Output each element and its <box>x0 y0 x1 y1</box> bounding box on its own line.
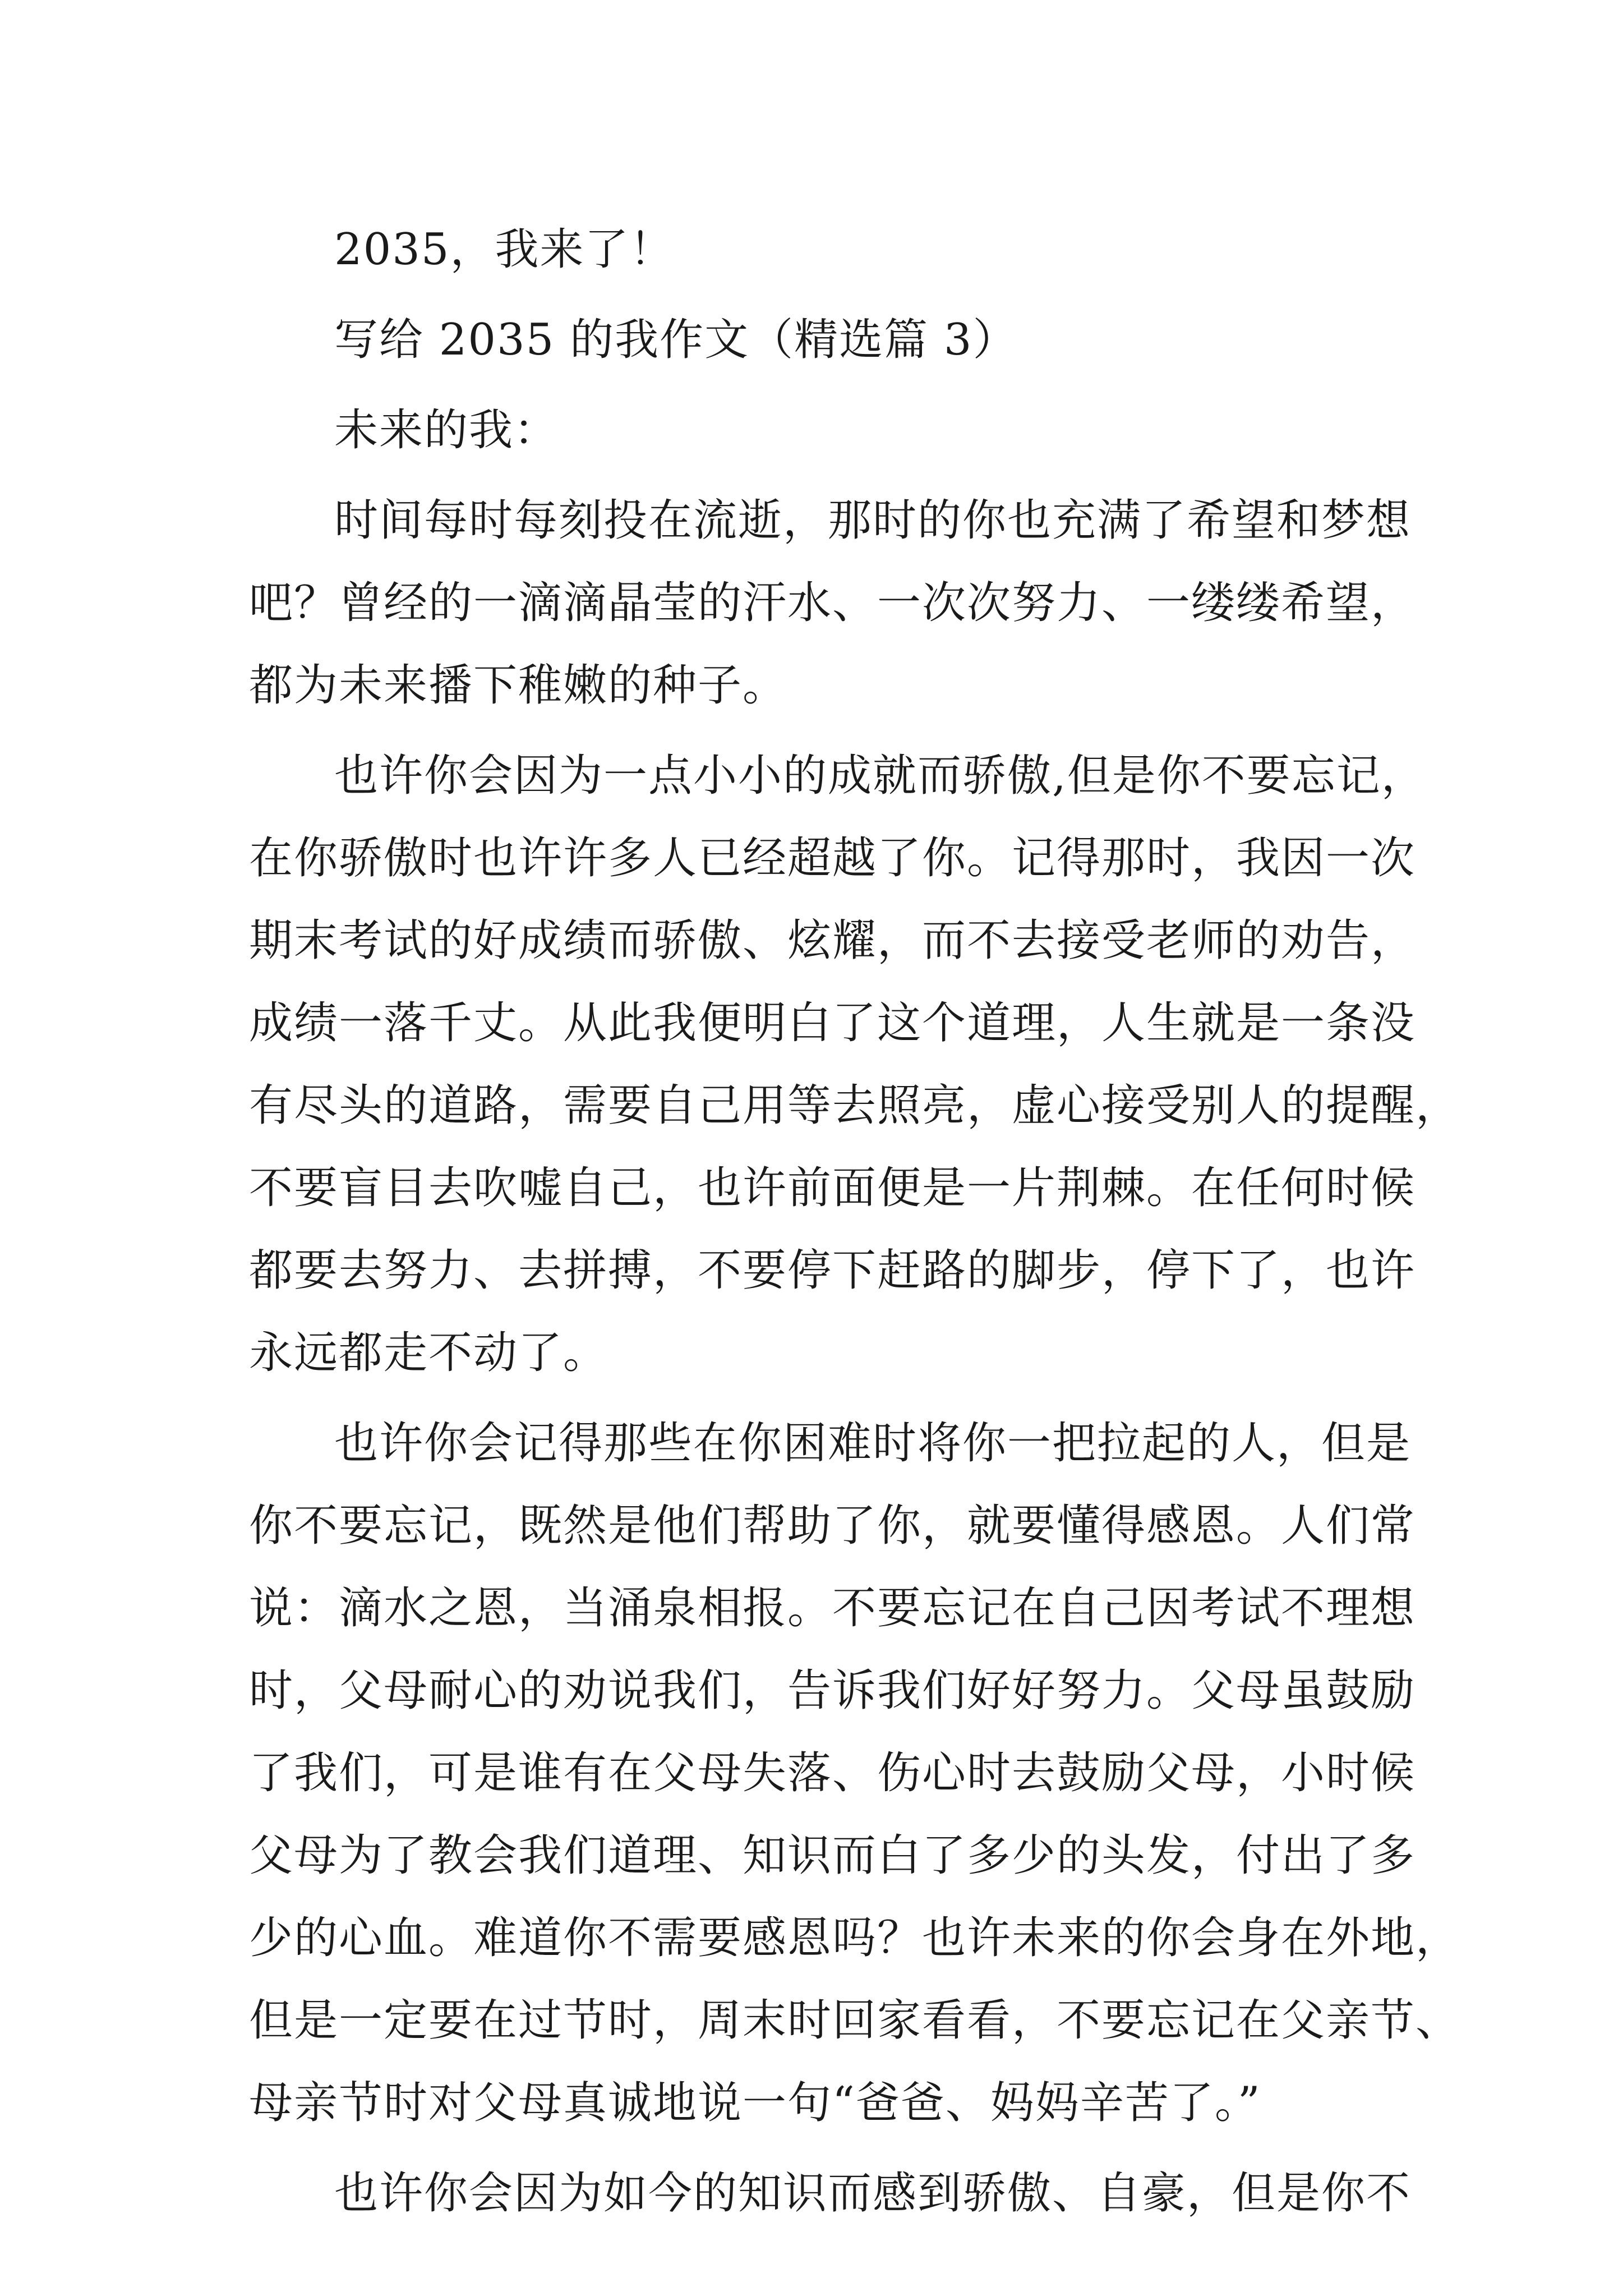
text-line: 有尽头的道路，需要自己用等去照亮，虚心接受别人的提醒， <box>249 1080 1461 1131</box>
text-line: 少的心血。难道你不需要感恩吗？也许未来的你会身在外地， <box>249 1913 1461 1963</box>
paragraph-gap <box>249 472 1382 480</box>
text-line: 也许你会记得那些在你困难时将你一把拉起的人，但是 <box>334 1418 1412 1469</box>
paragraph-gap <box>249 291 1382 299</box>
text-line: 在你骄傲时也许许多人已经超越了你。记得那时，我因一次 <box>249 833 1416 884</box>
text-line: 你不要忘记，既然是他们帮助了你，就要懂得感恩。人们常 <box>249 1501 1416 1551</box>
text-line: 永远都走不动了。 <box>249 1328 608 1378</box>
paragraph-gap <box>249 727 1382 735</box>
text-line: 成绩一落千丈。从此我便明白了这个道理，人生就是一条没 <box>249 998 1416 1048</box>
text-line: 时，父母耐心的劝说我们，告诉我们好好努力。父母虽鼓励 <box>249 1665 1416 1716</box>
text-line: 吧？曾经的一滴滴晶莹的汗水、一次次努力、一缕缕希望， <box>249 578 1416 628</box>
text-line: 也许你会因为一点小小的成就而骄傲,但是你不要忘记， <box>334 751 1426 801</box>
essay-body <box>249 209 1461 2235</box>
text-line: 时间每时每刻投在流逝，那时的你也充满了希望和梦想 <box>334 495 1412 546</box>
essay-heading: 2035，我来了！ <box>334 224 675 275</box>
text-line: 母亲节时对父母真诚地说一句“爸爸、妈妈辛苦了。” <box>249 2078 1261 2128</box>
essay-title: 写给 2035 的我作文（精选篇 3） <box>334 315 1018 365</box>
text-line: 都为未来播下稚嫩的种子。 <box>249 660 788 711</box>
paragraph-gap <box>249 381 1382 389</box>
text-line: 说：滴水之恩，当涌泉相报。不要忘记在自己因考试不理想 <box>249 1583 1416 1634</box>
text-line: 都要去努力、去拼搏，不要停下赶路的脚步，停下了，也许 <box>249 1245 1416 1296</box>
text-line: 期末考试的好成绩而骄傲、炫耀，而不去接受老师的劝告， <box>249 915 1416 966</box>
text-line: 父母为了教会我们道理、知识而白了多少的头发，付出了多 <box>249 1830 1416 1881</box>
paragraph-gap <box>249 1395 1382 1402</box>
text-line: 但是一定要在过节时，周末时回家看看，不要忘记在父亲节、 <box>249 1995 1461 2046</box>
text-line: 了我们，可是谁有在父母失落、伤心时去鼓励父母，小时候 <box>249 1748 1416 1798</box>
text-line: 未来的我： <box>334 405 559 455</box>
text-line: 也许你会因为如今的知识而感到骄傲、自豪，但是你不 <box>334 2168 1412 2219</box>
paragraph-gap <box>249 2145 1382 2152</box>
text-line: 不要盲目去吹嘘自己，也许前面便是一片荆棘。在任何时候 <box>249 1163 1416 1213</box>
